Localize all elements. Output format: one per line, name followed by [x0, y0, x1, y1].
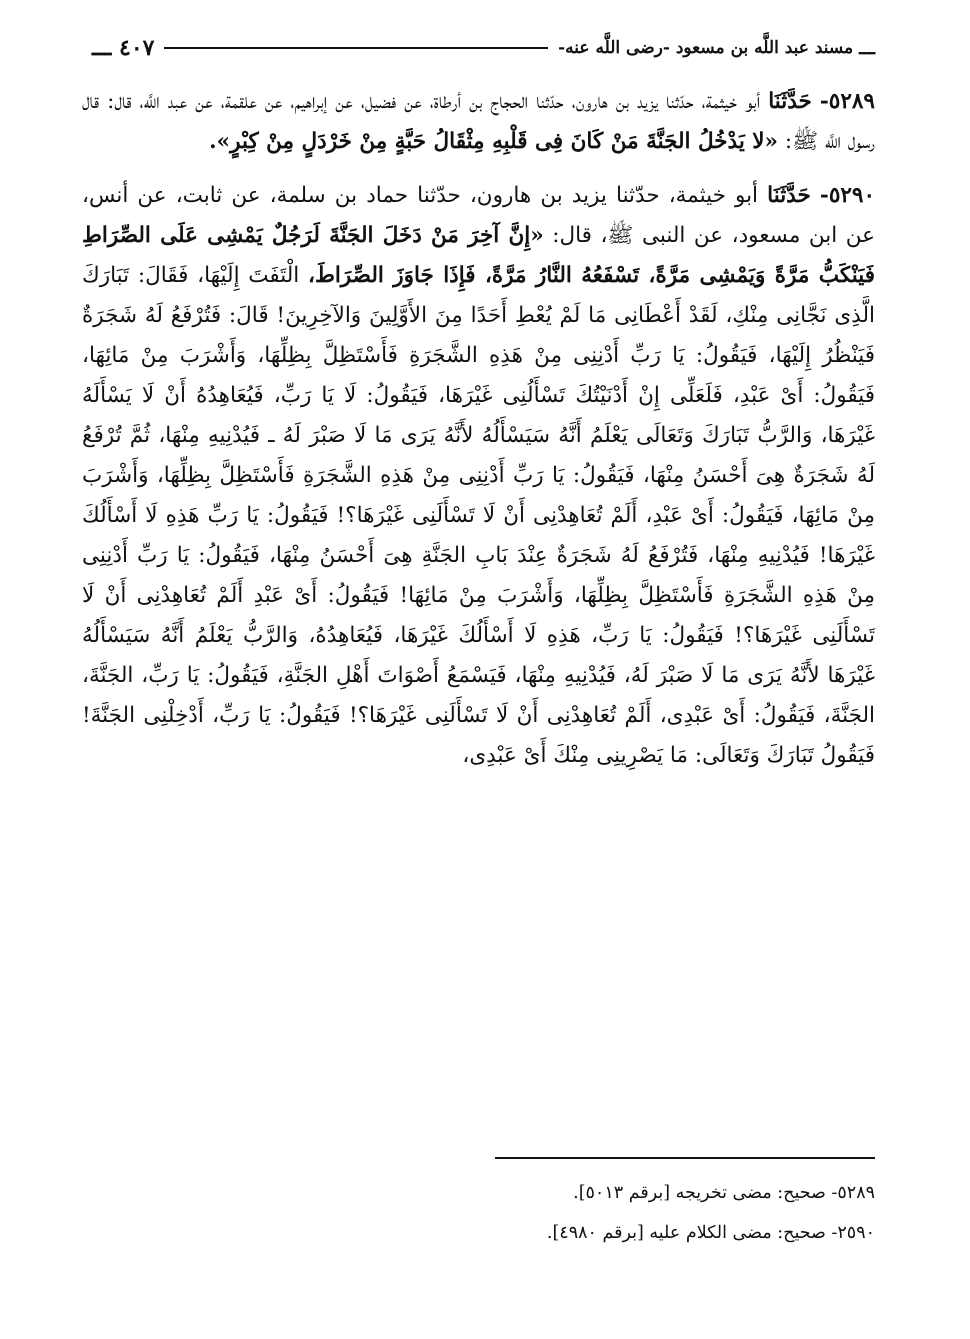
- hadith-matn: «لا يَدْخُلُ الجَنَّةَ مَنْ كَانَ فِى قَلْبِهِ مِثْقَالُ حَبَّةٍ مِنْ خَرْدَلٍ مِنْ كِبْرٍ».: [209, 129, 778, 154]
- footnote-item: [82, 1218, 875, 1248]
- hadith-5289: [82, 82, 875, 162]
- hadith-matn: «إِنَّ آخِرَ مَنْ دَخَلَ الجَنَّةَ لَرَجُلٌ يَمْشِى عَلَى الصِّرَاطِ فَيَنْكَبُّ مَرَّةً وَيَمْشِى مَرَّةً، تَسْفَعُهُ النَّارُ مَرَّةً، فَإِذَا جَاوَزَ الصِّرَاطَ،: [82, 223, 876, 288]
- haddathana-word: حَدَّثَنَا: [768, 89, 812, 114]
- footnotes: [82, 1178, 875, 1258]
- hadith-isnad: أبو خيثمة، حدّثنا يزيد بن هارون، حدّثنا الحجاج بن أرطاة، عن فضيل، عن إبراهيم، عن علقمة، عن عبد اللَّه، قال: قال رسول اللَّه ﷺ:: [82, 89, 875, 154]
- page-body: [82, 82, 875, 776]
- footnote-text: صحيح: مضى تخريجه [برقم ٥٠١٣].: [573, 1183, 826, 1203]
- footnote-separator: [495, 1157, 875, 1159]
- header-title: مسند عبد اللَّه بن مسعود -رضى اللَّه عنه-: [558, 38, 854, 58]
- footnote-item: [82, 1178, 875, 1208]
- haddathana-word: حَدَّثَنَا: [767, 183, 811, 208]
- footnote-number: ٢٥٩٠-: [831, 1223, 875, 1243]
- hadith-number: ٥٢٨٩-: [819, 89, 875, 114]
- hadith-5290: [82, 176, 875, 776]
- hadith-number: ٥٢٩٠-: [819, 183, 876, 208]
- footnote-number: ٥٢٨٩-: [831, 1183, 875, 1203]
- header-dash: ـــ: [859, 37, 875, 59]
- hadith-isnad: أبو خيثمة، حدّثنا يزيد بن هارون، حدّثنا حماد بن سلمة، عن ثابت، عن أنس، عن ابن مسعود، عن النبى ﷺ، قال:: [82, 183, 875, 248]
- running-header: [82, 30, 875, 66]
- page-number: ٤٠٧ ـــ: [92, 35, 155, 61]
- hadith-matn-continued: الْتَفَتَ إِلَيْهَا، فَقَالَ: تَبَارَكَ الَّذِى نَجَّانِى مِنْكِ، لَقَدْ أَعْطَانِى مَا لَمْ يُعْطِ أَحَدًا مِنَ الأَوَّلِينَ وَالآخِرِينَ! قَالَ: فَتُرْفَعُ لَهُ شَجَرَةٌ فَيَنْظُرُ إِلَيْهَا، فَيَقُولُ: يَا رَبِّ أَدْنِنِى مِنْ هَذِهِ الشَّجَرَةِ فَأَسْتَظِلَّ بِظِلِّهَا، وَأَشْرَبَ مِنْ مَائِهَا، فَيَقُولُ: أَىْ عَبْدِ، فَلَعَلِّى إِنْ أَدْنَيْتُكَ تَسْأَلُنِى غَيْرَهَا، فَيَقُولُ: لَا يَا رَبِّ، فَيُعَاهِدُهُ أَنْ لَا يَسْأَلَهُ غَيْرَهَا، وَالرَّبُّ تَبَارَكَ وَتَعَالَى يَعْلَمُ أَنَّهُ سَيَسْأَلُهُ لأَنَّهُ يَرَى مَا لَا صَبْرَ لَهُ ـ فَيُدْنِيهِ مِنْهَا، ثُمَّ تُرْفَعُ لَهُ شَجَرَةٌ هِىَ أَحْسَنُ مِنْهَا، فَيَقُولُ: يَا رَبِّ أَدْنِنِى مِنْ هَذِهِ الشَّجَرَةِ فَأَسْتَظِلَّ بِظِلِّهَا، وَأَشْرَبَ مِنْ مَائِهَا، فَيَقُولُ: أَىْ عَبْدِ، أَلَمْ تُعَاهِدْنِى أَنْ لَا تَسْأَلَنِى غَيْرَهَا؟! فَيَقُولُ: يَا رَبِّ هَذِهِ لَا أَسْأَلُكَ غَيْرَهَا! فَيُدْنِيهِ مِنْهَا، فَتُرْفَعُ لَهُ شَجَرَةٌ عِنْدَ بَابِ الجَنَّةِ هِىَ أَحْسَنُ مِنْهَا، فَيَقُولُ: يَا رَبِّ أَدْنِنِى مِنْ هَذِهِ الشَّجَرَةِ فَأَسْتَظِلَّ بِظِلِّهَا، وَأَشْرَبَ مِنْ مَائِهَا! فَيَقُولُ: أَىْ عَبْدِ أَلَمْ تُعَاهِدْنِى أَنْ لَا تَسْأَلَنِى غَيْرَهَا؟! فَيَقُولُ: يَا رَبِّ، هَذِهِ لَا أَسْأَلُكَ غَيْرَهَا، فَيُعَاهِدُهُ، وَالرَّبُّ يَعْلَمُ أَنَّهُ سَيَسْأَلُهُ غَيْرَهَا لأَنَّهُ يَرَى مَا لَا صَبْرَ لَهُ، فَيُدْنِيهِ مِنْهَا، فَيَسْمَعُ أَصْوَاتَ أَهْلِ الجَنَّةِ، فَيَقُولُ: يَا رَبِّ، الجَنَّةَ، الجَنَّةَ، فَيَقُولُ: أَىْ عَبْدِى، أَلَمْ تُعَاهِدْنِى أَنْ لَا تَسْأَلَنِى غَيْرَهَا؟! فَيَقُولُ: يَا رَبِّ، أَدْخِلْنِى الجَنَّةَ! فَيَقُولُ تَبَارَكَ وَتَعَالَى: مَا يَصْرِينِى مِنْكَ أَىْ عَبْدِى،: [82, 263, 875, 768]
- header-rule: [164, 47, 548, 49]
- footnote-text: صحيح: مضى الكلام عليه [برقم ٤٩٨٠].: [546, 1223, 826, 1243]
